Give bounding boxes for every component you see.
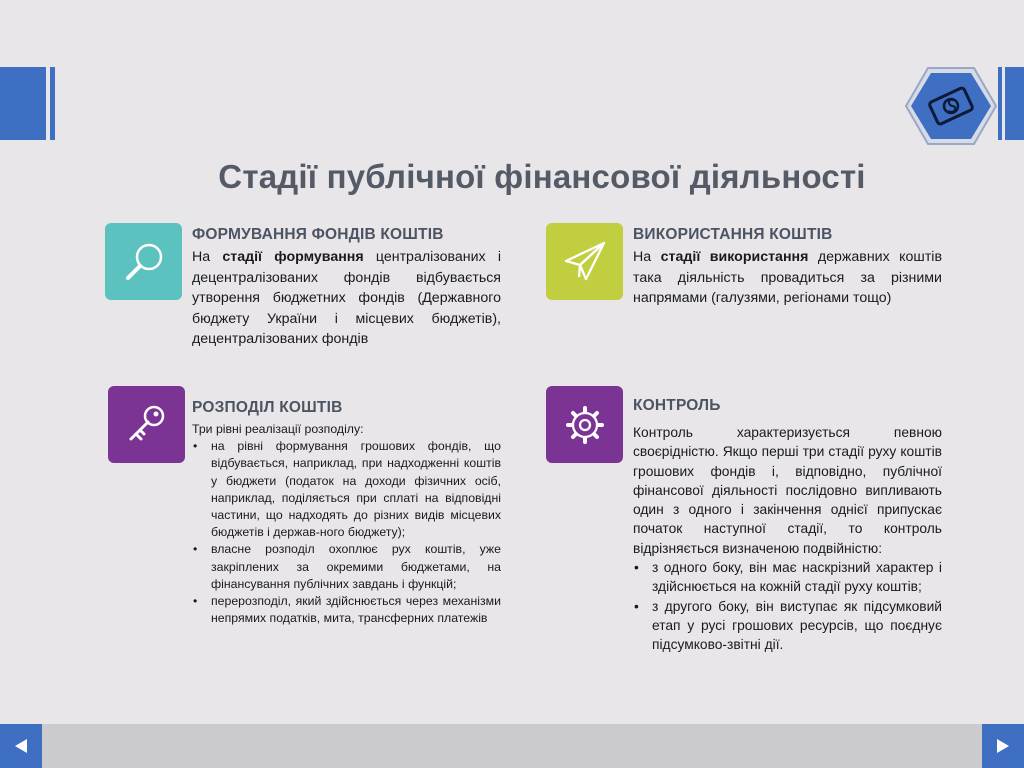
- list-item: • з другого боку, він виступає як підсумковий етап у русі грошових ресурсів, що поєднує підсумково-звітні дії.: [633, 597, 942, 655]
- magnifier-icon: [120, 238, 168, 286]
- usage-section: [633, 226, 942, 309]
- usage-text: На стадії використання державних коштів така діяльність провадиться за різними напрямами (галузями, регіонами тощо): [633, 249, 943, 306]
- next-slide-button[interactable]: [982, 724, 1024, 768]
- right-accent-line: [998, 67, 1002, 140]
- paper-plane-icon: [560, 237, 610, 287]
- formation-text: На стадії формування централізованих і децентралізованих фондів відбувається утворення бюджетних фондів (Державного бюджету України і місцевих бюджетів), децентралізованих фондів: [192, 249, 501, 347]
- control-text: Контроль характеризується певною своєрідністю. Якщо перші три стадії руху коштів грошових фондів і, відповідно, публічної фінансової діяльності послідовно випливають один з одного і закінчення однієї припускає початок наступної стадії, то контроль відрізняється визначеною подвійністю:: [633, 425, 942, 556]
- formation-tile: [105, 223, 182, 300]
- distribution-list: [192, 438, 501, 627]
- left-accent-line: [50, 67, 55, 140]
- distribution-section: [192, 399, 501, 627]
- formation-heading: ФОРМУВАННЯ ФОНДІВ КОШТІВ: [192, 226, 444, 243]
- usage-heading: ВИКОРИСТАННЯ КОШТІВ: [633, 226, 833, 243]
- arrow-left-icon: [12, 737, 30, 755]
- left-accent-bar: [0, 67, 46, 140]
- formation-section: [192, 226, 501, 350]
- control-tile: [546, 386, 623, 463]
- prev-slide-button[interactable]: [0, 724, 42, 768]
- list-item: • з одного боку, він має наскрізний характер і здійснюється на кожній стадії руху коштів;: [633, 558, 942, 597]
- distribution-heading: РОЗПОДІЛ КОШТІВ: [192, 399, 343, 416]
- control-heading: КОНТРОЛЬ: [633, 397, 721, 414]
- arrow-right-icon: [994, 737, 1012, 755]
- page-title: Стадії публічної фінансової діяльності: [218, 158, 866, 195]
- list-item: • власне розподіл охоплює рух коштів, уже закріплених за окремими бюджетами, на фінансування публічних завдань і функцій;: [192, 541, 501, 593]
- key-icon: [123, 401, 171, 449]
- distribution-tile: [108, 386, 185, 463]
- usage-tile: [546, 223, 623, 300]
- money-hexagon-icon: [905, 66, 997, 146]
- list-item: • перерозподіл, який здійснюється через механізми непрямих податків, мита, трансферних платежів: [192, 593, 501, 627]
- gear-icon: [561, 401, 609, 449]
- bottom-bar: [0, 724, 1024, 768]
- right-accent-bar: [1005, 67, 1024, 140]
- list-item: • на рівні формування грошових фондів, що відбувається, наприклад, при надходженні коштів у бюджети (податок на доходи фізичних осіб, наприклад, поділяється при сплаті на відповідні частини, що надходять до різних видів місцевих бюджетів і держав-ного бюджету);: [192, 438, 501, 541]
- control-list: [633, 558, 942, 654]
- control-section: [633, 397, 942, 655]
- distribution-intro: Три рівні реалізації розподілу:: [192, 422, 364, 436]
